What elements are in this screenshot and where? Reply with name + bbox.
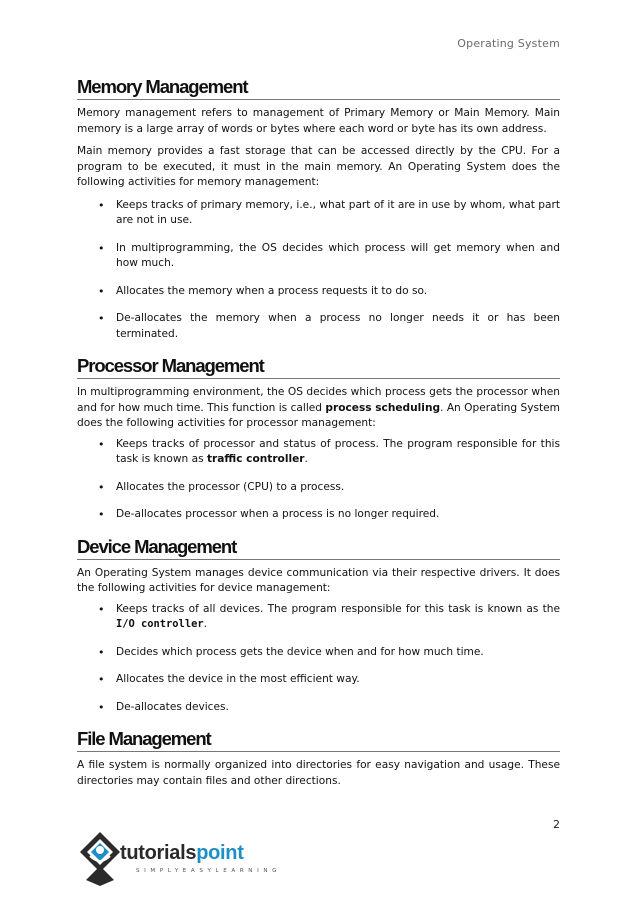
list-item: • De-allocates processor when a process is no longer required. [77,507,560,523]
list-item: • De-allocates the memory when a process no longer needs it or has been terminated. [77,311,560,342]
text-span: . [203,618,207,630]
text-span: . [304,453,308,465]
logo-word: point [196,842,244,864]
section-processor-management [77,355,560,523]
tutorialspoint-logo [78,828,282,890]
running-header: Operating System [457,37,560,50]
logo-wordmark [120,842,244,865]
section-heading: Memory Management [77,76,560,100]
list-item [77,437,560,468]
bold-term: process scheduling [325,401,441,414]
paragraph [77,385,560,432]
paragraph: Main memory provides a fast storage that can be accessed directly by the CPU. For a program to be executed, it must in the main memory. An Operating System does the following activities for memory management: [77,145,560,188]
section-memory-management [77,76,560,342]
list-item: • Keeps tracks of primary memory, i.e., what part of it are in use by whom, what part are not in use. [77,198,560,229]
section-heading: File Management [77,728,560,752]
list-item [77,602,560,633]
paragraph: A file system is normally organized into directories for easy navigation and usage. These directories may contain files and other directions. [77,759,560,787]
list-item: • Allocates the processor (CPU) to a process. [77,480,560,496]
list-item: • De-allocates devices. [77,700,560,716]
logo-emblem-icon [78,830,122,888]
list-item: • Allocates the device in the most efficient way. [77,672,560,688]
bullet-list [77,602,560,716]
text-span: In multiprogramming environment, the OS decides which process gets the processor when and for how much time. This function is called [77,386,560,414]
bold-term: traffic controller [206,453,305,465]
section-heading: Device Management [77,536,560,560]
text-span: . An Operating System does the following activities for processor management: [77,401,560,429]
logo-tagline: SIMPLYEASYLEARNING [136,868,282,874]
text-span: Keeps tracks of all devices. The program responsible for this task is known as the [116,602,560,615]
text-span: Keeps tracks of processor and status of process. The program responsible for this task is known as [116,437,560,465]
logo-word: tutorials [120,842,197,864]
bullet-list [77,437,560,523]
bold-term: I/O controller [116,618,204,630]
section-device-management [77,536,560,716]
bullet-list [77,198,560,343]
section-file-management [77,728,560,789]
list-item: • Allocates the memory when a process requests it to do so. [77,284,560,300]
page-number: 2 [553,818,560,831]
paragraph: Memory management refers to management of Primary Memory or Main Memory. Main memory is a large array of words or bytes where each word or byte has its own address. [77,107,560,135]
section-heading: Processor Management [77,355,560,379]
paragraph: An Operating System manages device communication via their respective drivers. It does the following activities for device management: [77,566,560,594]
page-content [77,76,560,796]
list-item: • In multiprogramming, the OS decides which process will get memory when and how much. [77,241,560,272]
list-item: • Decides which process gets the device when and for how much time. [77,645,560,661]
